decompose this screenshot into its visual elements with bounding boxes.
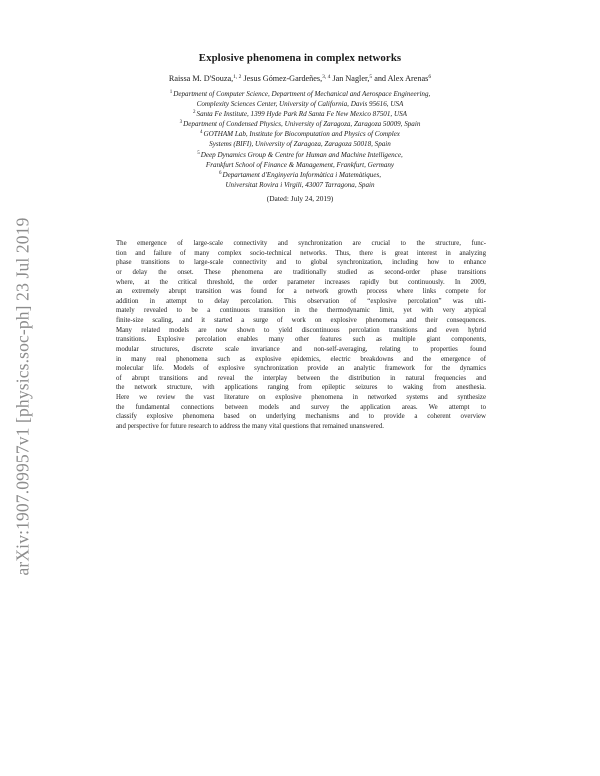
- abstract-line: Here we review the vast literature on explosive phenomena in networked systems and synthesize: [116, 394, 486, 401]
- abstract-line: in many real phenomena such as explosive epidemics, electric breakdowns and the emergence of: [116, 355, 486, 363]
- abstract-line: classify explosive phenomena based on underlying mechanisms and to provide a coherent overview: [116, 413, 486, 421]
- abstract-line: finite-size scaling, and it started a surge of work on explosive phenomena and their consequences.: [116, 317, 486, 324]
- abstract-line: or delay the onset. These phenomena are traditionally studied as second-order phase transitions: [116, 268, 486, 276]
- affiliation-line: $^3$Department of Condensed Physics, University of Zaragoza, Zaragoza 50009, Spain: [179, 120, 421, 129]
- author-nagler: Jan Nagler,$^5$: [332, 74, 373, 83]
- abstract-line: Many related models are now shown to yield discontinuous percolation transitions and even hybrid: [116, 326, 486, 334]
- author-arenas: and Alex Arenas$^6$: [374, 74, 432, 83]
- affiliation-mark: 5: [197, 150, 200, 156]
- author-affiliation-mark: 5: [369, 74, 373, 80]
- affiliation-mark: 4: [200, 130, 203, 136]
- abstract-line: an extremely abrupt transition was found for a network growth process where links compete for: [116, 288, 486, 296]
- author-dsouza: Raissa M. D'Souza,$^{1, 2}$: [168, 74, 242, 83]
- arxiv-identifier: [5, 186, 41, 606]
- affiliation-line: Systems (BIFI), University of Zaragoza, Zaragoza 50018, Spain: [209, 140, 391, 149]
- abstract-line: transitions. Explosive percolation enables many other features such as multiple giant components,: [116, 336, 486, 344]
- affiliation-line: $^2$Santa Fe Institute, 1399 Hyde Park Rd Santa Fe New Mexico 87501, USA: [193, 110, 407, 119]
- arxiv-identifier-text: arXiv:1907.09957v1 [physics.soc-ph] 23 Jul 2019: [12, 217, 33, 575]
- affiliation-line: $^5$Deep Dynamics Group & Centre for Human and Machine Intelligence,: [197, 150, 403, 159]
- author-affiliation-mark: 1, 2: [233, 74, 242, 80]
- abstract-line: molecular life. Models of explosive synchronization provide an analytic framework for the dynamics: [116, 365, 486, 373]
- affiliation-list: [0, 89, 600, 190]
- affiliation-line: $^6$Departament d'Enginyeria Informàtica i Matemàtiques,: [218, 170, 382, 179]
- affiliation-line: Complexity Sciences Center, University of California, Davis 95616, USA: [196, 100, 404, 109]
- abstract: [116, 239, 486, 432]
- date-line: (Dated: July 24, 2019): [266, 194, 334, 203]
- author-affiliation-mark: 3, 4: [322, 74, 331, 80]
- affiliation-line: Frankfurt School of Finance & Management, Frankfurt, Germany: [205, 160, 395, 169]
- author-list: [0, 74, 600, 83]
- abstract-line: where, at the critical threshold, the order parameter increases rapidly but continuously. In 2009,: [116, 278, 486, 286]
- abstract-line: addition in attempt to delay percolation. This observation of “explosive percolation” was ulti-: [116, 297, 486, 305]
- affiliation-line: $^4$GOTHAM Lab, Institute for Biocomputation and Physics of Complex: [200, 130, 400, 139]
- abstract-line: modular structures, discrete scale invariance and non-self-averaging, relating to properties found: [116, 345, 486, 353]
- abstract-line: of abrupt transitions and reveal the interplay between the distribution in natural frequencies and: [116, 374, 486, 382]
- affiliation-mark: 1: [169, 90, 173, 95]
- abstract-line: the network structure, with applications ranging from epileptic seizures to waking from anesthesia.: [116, 384, 486, 392]
- abstract-line: The emergence of large-scale connectivity and synchronization are crucial to the structure, func-: [116, 240, 486, 247]
- abstract-line: the fundamental connections between models and survey the application areas. We attempt to: [116, 403, 486, 411]
- abstract-line: phase transitions to large-scale connectivity and to global synchronization, including how to enhance: [116, 259, 486, 267]
- abstract-line: and perspective for future research to address the many vital questions that remained unanswered.: [116, 422, 384, 430]
- abstract-line: mately revealed to be a continuous transition in the thermodynamic limit, yet with very atypical: [116, 307, 486, 315]
- author-gomez-gardenes: Jesus Gómez-Gardeñes,$^{3, 4}$: [243, 74, 331, 83]
- affiliation-mark: 2: [193, 110, 196, 116]
- affiliation-line: Universitat Rovira i Virgili, 43007 Tarragona, Spain: [225, 180, 375, 189]
- affiliation-mark: 3: [179, 120, 183, 126]
- affiliation-mark: 6: [218, 170, 222, 176]
- author-affiliation-mark: 6: [428, 74, 432, 80]
- abstract-line: tion and failure of many complex socio-technical networks. Thus, there is great interest in analyzing: [116, 249, 486, 257]
- affiliation-line: $^1$Department of Computer Science, Department of Mechanical and Aerospace Engineering,: [169, 90, 431, 98]
- paper-title: Explosive phenomena in complex networks: [198, 52, 402, 64]
